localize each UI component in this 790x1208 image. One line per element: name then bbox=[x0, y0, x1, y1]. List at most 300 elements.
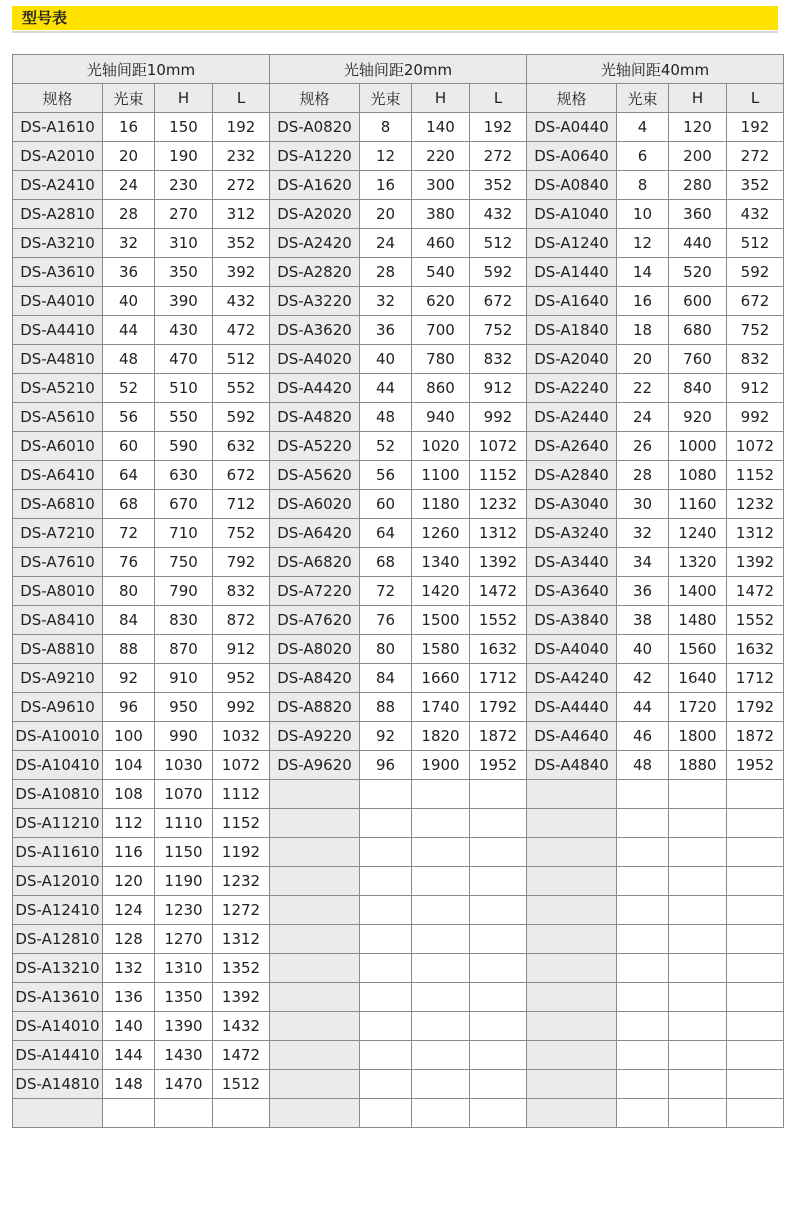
cell-model bbox=[527, 809, 617, 838]
cell-beams bbox=[617, 809, 669, 838]
cell-l bbox=[727, 838, 784, 867]
cell-h bbox=[412, 896, 470, 925]
cell-l: 1872 bbox=[470, 722, 527, 751]
table-row bbox=[13, 896, 784, 925]
cell-h: 1350 bbox=[155, 983, 213, 1012]
table-row bbox=[13, 374, 784, 403]
cell-h: 220 bbox=[412, 142, 470, 171]
cell-beams: 28 bbox=[103, 200, 155, 229]
cell-h: 350 bbox=[155, 258, 213, 287]
cell-h: 680 bbox=[669, 316, 727, 345]
cell-model: DS-A8420 bbox=[270, 664, 360, 693]
table-row bbox=[13, 461, 784, 490]
cell-l: 232 bbox=[213, 142, 270, 171]
cell-model: DS-A2840 bbox=[527, 461, 617, 490]
cell-l: 832 bbox=[213, 577, 270, 606]
cell-h: 1340 bbox=[412, 548, 470, 577]
cell-model: DS-A4820 bbox=[270, 403, 360, 432]
cell-h: 440 bbox=[669, 229, 727, 258]
cell-l: 1392 bbox=[213, 983, 270, 1012]
cell-h: 360 bbox=[669, 200, 727, 229]
cell-l bbox=[727, 1070, 784, 1099]
cell-h: 1080 bbox=[669, 461, 727, 490]
cell-beams: 72 bbox=[103, 519, 155, 548]
cell-h bbox=[669, 1070, 727, 1099]
cell-h: 1320 bbox=[669, 548, 727, 577]
cell-h bbox=[412, 809, 470, 838]
cell-model bbox=[527, 896, 617, 925]
cell-beams: 48 bbox=[617, 751, 669, 780]
cell-h: 230 bbox=[155, 171, 213, 200]
cell-h: 1110 bbox=[155, 809, 213, 838]
table-row bbox=[13, 432, 784, 461]
table-row bbox=[13, 229, 784, 258]
cell-model bbox=[527, 954, 617, 983]
cell-model: DS-A1640 bbox=[527, 287, 617, 316]
cell-model: DS-A2240 bbox=[527, 374, 617, 403]
cell-l: 752 bbox=[727, 316, 784, 345]
table-row bbox=[13, 751, 784, 780]
cell-h: 860 bbox=[412, 374, 470, 403]
cell-h bbox=[412, 780, 470, 809]
cell-l: 352 bbox=[213, 229, 270, 258]
cell-model: DS-A4010 bbox=[13, 287, 103, 316]
cell-l: 1272 bbox=[213, 896, 270, 925]
cell-h: 1400 bbox=[669, 577, 727, 606]
cell-l bbox=[470, 867, 527, 896]
cell-beams: 16 bbox=[103, 113, 155, 142]
cell-l: 312 bbox=[213, 200, 270, 229]
cell-beams bbox=[360, 896, 412, 925]
table-row bbox=[13, 1070, 784, 1099]
cell-h: 670 bbox=[155, 490, 213, 519]
cell-l: 992 bbox=[470, 403, 527, 432]
cell-l: 1632 bbox=[470, 635, 527, 664]
cell-h bbox=[412, 1041, 470, 1070]
cell-h: 1470 bbox=[155, 1070, 213, 1099]
cell-model: DS-A4810 bbox=[13, 345, 103, 374]
cell-model: DS-A4020 bbox=[270, 345, 360, 374]
cell-l: 672 bbox=[727, 287, 784, 316]
cell-h: 1720 bbox=[669, 693, 727, 722]
cell-model: DS-A5620 bbox=[270, 461, 360, 490]
cell-l: 272 bbox=[470, 142, 527, 171]
cell-l bbox=[727, 983, 784, 1012]
cell-model: DS-A2020 bbox=[270, 200, 360, 229]
col-header-beams: 光束 bbox=[617, 84, 669, 113]
cell-h bbox=[412, 954, 470, 983]
table-row bbox=[13, 258, 784, 287]
table-row bbox=[13, 925, 784, 954]
cell-beams bbox=[617, 1070, 669, 1099]
table-row bbox=[13, 1041, 784, 1070]
cell-model: DS-A4240 bbox=[527, 664, 617, 693]
cell-model: DS-A14010 bbox=[13, 1012, 103, 1041]
cell-model bbox=[13, 1099, 103, 1128]
cell-model bbox=[527, 925, 617, 954]
cell-l: 1432 bbox=[213, 1012, 270, 1041]
cell-model bbox=[527, 838, 617, 867]
cell-h: 1820 bbox=[412, 722, 470, 751]
cell-beams bbox=[617, 838, 669, 867]
cell-h bbox=[412, 1099, 470, 1128]
cell-l: 1472 bbox=[470, 577, 527, 606]
cell-model: DS-A4640 bbox=[527, 722, 617, 751]
cell-l: 952 bbox=[213, 664, 270, 693]
cell-h: 520 bbox=[669, 258, 727, 287]
table-row bbox=[13, 490, 784, 519]
cell-l: 1152 bbox=[727, 461, 784, 490]
table-row bbox=[13, 664, 784, 693]
cell-l: 472 bbox=[213, 316, 270, 345]
cell-beams: 24 bbox=[617, 403, 669, 432]
cell-h: 710 bbox=[155, 519, 213, 548]
cell-model bbox=[270, 867, 360, 896]
table-row bbox=[13, 519, 784, 548]
cell-l: 512 bbox=[213, 345, 270, 374]
group-header-10mm: 光轴间距10mm bbox=[13, 55, 270, 84]
cell-l bbox=[213, 1099, 270, 1128]
cell-model: DS-A3840 bbox=[527, 606, 617, 635]
cell-h: 1070 bbox=[155, 780, 213, 809]
col-header-h: H bbox=[412, 84, 470, 113]
cell-beams bbox=[360, 838, 412, 867]
cell-h bbox=[669, 838, 727, 867]
cell-h: 1310 bbox=[155, 954, 213, 983]
cell-l: 1192 bbox=[213, 838, 270, 867]
cell-model: DS-A3640 bbox=[527, 577, 617, 606]
cell-h: 1500 bbox=[412, 606, 470, 635]
cell-beams: 24 bbox=[360, 229, 412, 258]
cell-beams: 42 bbox=[617, 664, 669, 693]
cell-beams: 132 bbox=[103, 954, 155, 983]
cell-l: 592 bbox=[727, 258, 784, 287]
cell-beams: 40 bbox=[103, 287, 155, 316]
cell-l: 272 bbox=[213, 171, 270, 200]
cell-l bbox=[470, 925, 527, 954]
cell-h: 700 bbox=[412, 316, 470, 345]
cell-beams: 136 bbox=[103, 983, 155, 1012]
cell-beams bbox=[617, 1099, 669, 1128]
cell-l: 192 bbox=[727, 113, 784, 142]
cell-beams: 84 bbox=[103, 606, 155, 635]
cell-l: 192 bbox=[213, 113, 270, 142]
cell-l: 912 bbox=[470, 374, 527, 403]
cell-h: 620 bbox=[412, 287, 470, 316]
table-row bbox=[13, 1099, 784, 1128]
cell-h: 1020 bbox=[412, 432, 470, 461]
cell-l: 1712 bbox=[727, 664, 784, 693]
cell-h: 190 bbox=[155, 142, 213, 171]
col-header-beams: 光束 bbox=[103, 84, 155, 113]
cell-l bbox=[470, 1041, 527, 1070]
cell-model: DS-A7210 bbox=[13, 519, 103, 548]
cell-h bbox=[669, 780, 727, 809]
table-row bbox=[13, 780, 784, 809]
cell-l: 1232 bbox=[470, 490, 527, 519]
cell-model bbox=[527, 1070, 617, 1099]
cell-beams bbox=[360, 1012, 412, 1041]
cell-l bbox=[470, 1099, 527, 1128]
cell-h: 510 bbox=[155, 374, 213, 403]
cell-beams: 34 bbox=[617, 548, 669, 577]
cell-beams: 72 bbox=[360, 577, 412, 606]
cell-l: 752 bbox=[470, 316, 527, 345]
cell-l: 1232 bbox=[213, 867, 270, 896]
cell-model: DS-A2010 bbox=[13, 142, 103, 171]
table-row bbox=[13, 345, 784, 374]
cell-beams bbox=[617, 983, 669, 1012]
cell-h: 1900 bbox=[412, 751, 470, 780]
cell-h bbox=[669, 867, 727, 896]
cell-l: 1952 bbox=[470, 751, 527, 780]
cell-l: 1152 bbox=[470, 461, 527, 490]
cell-model: DS-A5610 bbox=[13, 403, 103, 432]
cell-beams: 20 bbox=[617, 345, 669, 374]
cell-beams: 96 bbox=[103, 693, 155, 722]
page-title-bar bbox=[12, 6, 778, 30]
cell-h: 630 bbox=[155, 461, 213, 490]
cell-model: DS-A10810 bbox=[13, 780, 103, 809]
cell-h bbox=[669, 954, 727, 983]
group-header-row bbox=[13, 55, 784, 84]
col-header-model: 规格 bbox=[270, 84, 360, 113]
cell-h: 1230 bbox=[155, 896, 213, 925]
cell-h: 1270 bbox=[155, 925, 213, 954]
cell-h: 200 bbox=[669, 142, 727, 171]
cell-model: DS-A12810 bbox=[13, 925, 103, 954]
cell-beams: 14 bbox=[617, 258, 669, 287]
cell-model bbox=[270, 896, 360, 925]
cell-l bbox=[727, 809, 784, 838]
cell-l: 1512 bbox=[213, 1070, 270, 1099]
cell-h: 540 bbox=[412, 258, 470, 287]
cell-h: 460 bbox=[412, 229, 470, 258]
table-row bbox=[13, 548, 784, 577]
cell-beams bbox=[617, 1012, 669, 1041]
cell-h: 1740 bbox=[412, 693, 470, 722]
table-row bbox=[13, 403, 784, 432]
cell-beams: 28 bbox=[617, 461, 669, 490]
cell-beams: 36 bbox=[360, 316, 412, 345]
cell-h: 430 bbox=[155, 316, 213, 345]
cell-model: DS-A5210 bbox=[13, 374, 103, 403]
cell-beams: 108 bbox=[103, 780, 155, 809]
cell-model: DS-A2810 bbox=[13, 200, 103, 229]
cell-h: 1190 bbox=[155, 867, 213, 896]
cell-model: DS-A6010 bbox=[13, 432, 103, 461]
cell-l bbox=[727, 1012, 784, 1041]
cell-model: DS-A3610 bbox=[13, 258, 103, 287]
cell-model: DS-A6420 bbox=[270, 519, 360, 548]
cell-model bbox=[270, 983, 360, 1012]
cell-beams: 24 bbox=[103, 171, 155, 200]
table-row bbox=[13, 171, 784, 200]
cell-h bbox=[669, 1041, 727, 1070]
cell-h: 1150 bbox=[155, 838, 213, 867]
cell-h: 390 bbox=[155, 287, 213, 316]
cell-beams: 84 bbox=[360, 664, 412, 693]
cell-h bbox=[412, 983, 470, 1012]
cell-beams: 52 bbox=[360, 432, 412, 461]
cell-l: 592 bbox=[470, 258, 527, 287]
cell-h: 1430 bbox=[155, 1041, 213, 1070]
cell-l: 392 bbox=[213, 258, 270, 287]
cell-model bbox=[527, 867, 617, 896]
cell-l: 1632 bbox=[727, 635, 784, 664]
cell-beams bbox=[617, 1041, 669, 1070]
cell-beams: 52 bbox=[103, 374, 155, 403]
cell-l: 592 bbox=[213, 403, 270, 432]
cell-model: DS-A13610 bbox=[13, 983, 103, 1012]
cell-beams: 44 bbox=[103, 316, 155, 345]
cell-model: DS-A1240 bbox=[527, 229, 617, 258]
cell-l bbox=[470, 838, 527, 867]
page-title: 型号表 bbox=[22, 9, 68, 27]
cell-beams bbox=[360, 1070, 412, 1099]
table-row bbox=[13, 693, 784, 722]
cell-beams bbox=[360, 925, 412, 954]
cell-l: 1112 bbox=[213, 780, 270, 809]
cell-model: DS-A4040 bbox=[527, 635, 617, 664]
cell-l: 792 bbox=[213, 548, 270, 577]
cell-beams: 88 bbox=[103, 635, 155, 664]
cell-l: 1232 bbox=[727, 490, 784, 519]
cell-beams bbox=[617, 896, 669, 925]
table-row bbox=[13, 142, 784, 171]
col-header-h: H bbox=[669, 84, 727, 113]
cell-l: 672 bbox=[470, 287, 527, 316]
cell-beams: 44 bbox=[617, 693, 669, 722]
cell-l: 1712 bbox=[470, 664, 527, 693]
cell-model bbox=[270, 1070, 360, 1099]
cell-beams: 80 bbox=[360, 635, 412, 664]
cell-model: DS-A1220 bbox=[270, 142, 360, 171]
cell-beams: 76 bbox=[103, 548, 155, 577]
cell-h: 950 bbox=[155, 693, 213, 722]
cell-model: DS-A3210 bbox=[13, 229, 103, 258]
cell-h: 910 bbox=[155, 664, 213, 693]
cell-model: DS-A7610 bbox=[13, 548, 103, 577]
cell-beams: 80 bbox=[103, 577, 155, 606]
cell-beams: 56 bbox=[103, 403, 155, 432]
cell-model: DS-A7620 bbox=[270, 606, 360, 635]
cell-h: 1420 bbox=[412, 577, 470, 606]
cell-l: 632 bbox=[213, 432, 270, 461]
cell-beams: 144 bbox=[103, 1041, 155, 1070]
cell-h: 920 bbox=[669, 403, 727, 432]
cell-h: 870 bbox=[155, 635, 213, 664]
cell-h: 120 bbox=[669, 113, 727, 142]
cell-l: 1472 bbox=[727, 577, 784, 606]
cell-l bbox=[470, 780, 527, 809]
cell-l: 1792 bbox=[470, 693, 527, 722]
cell-l bbox=[727, 925, 784, 954]
cell-l bbox=[470, 896, 527, 925]
table-row bbox=[13, 287, 784, 316]
cell-h: 1000 bbox=[669, 432, 727, 461]
table-row bbox=[13, 838, 784, 867]
cell-h bbox=[412, 867, 470, 896]
table-row bbox=[13, 316, 784, 345]
cell-beams bbox=[360, 780, 412, 809]
cell-h: 1180 bbox=[412, 490, 470, 519]
cell-beams: 12 bbox=[360, 142, 412, 171]
cell-l bbox=[470, 1070, 527, 1099]
cell-beams: 128 bbox=[103, 925, 155, 954]
cell-model bbox=[270, 954, 360, 983]
cell-l: 832 bbox=[727, 345, 784, 374]
cell-model: DS-A11210 bbox=[13, 809, 103, 838]
cell-beams: 16 bbox=[360, 171, 412, 200]
title-divider bbox=[12, 31, 778, 33]
cell-h bbox=[669, 983, 727, 1012]
cell-l: 1392 bbox=[470, 548, 527, 577]
cell-h: 790 bbox=[155, 577, 213, 606]
cell-model: DS-A12410 bbox=[13, 896, 103, 925]
cell-beams: 20 bbox=[360, 200, 412, 229]
cell-beams: 96 bbox=[360, 751, 412, 780]
cell-l: 1072 bbox=[213, 751, 270, 780]
cell-model: DS-A2640 bbox=[527, 432, 617, 461]
cell-h: 270 bbox=[155, 200, 213, 229]
cell-model: DS-A1840 bbox=[527, 316, 617, 345]
cell-model: DS-A13210 bbox=[13, 954, 103, 983]
cell-model: DS-A4840 bbox=[527, 751, 617, 780]
cell-h: 1240 bbox=[669, 519, 727, 548]
cell-model: DS-A10410 bbox=[13, 751, 103, 780]
group-header-20mm: 光轴间距20mm bbox=[270, 55, 527, 84]
cell-l: 352 bbox=[727, 171, 784, 200]
cell-model: DS-A8410 bbox=[13, 606, 103, 635]
cell-h: 300 bbox=[412, 171, 470, 200]
cell-beams: 40 bbox=[360, 345, 412, 374]
cell-model: DS-A5220 bbox=[270, 432, 360, 461]
col-header-beams: 光束 bbox=[360, 84, 412, 113]
cell-h bbox=[669, 925, 727, 954]
cell-l bbox=[470, 1012, 527, 1041]
spec-table bbox=[12, 54, 784, 1128]
table-row bbox=[13, 983, 784, 1012]
cell-model: DS-A1040 bbox=[527, 200, 617, 229]
cell-beams: 68 bbox=[360, 548, 412, 577]
cell-model: DS-A2040 bbox=[527, 345, 617, 374]
cell-h: 1880 bbox=[669, 751, 727, 780]
cell-beams: 124 bbox=[103, 896, 155, 925]
table-row bbox=[13, 809, 784, 838]
cell-beams: 92 bbox=[103, 664, 155, 693]
cell-h: 150 bbox=[155, 113, 213, 142]
cell-l: 1872 bbox=[727, 722, 784, 751]
table-body bbox=[13, 113, 784, 1128]
col-header-model: 规格 bbox=[527, 84, 617, 113]
cell-l: 912 bbox=[727, 374, 784, 403]
cell-beams: 112 bbox=[103, 809, 155, 838]
col-header-l: L bbox=[213, 84, 270, 113]
cell-l: 1312 bbox=[727, 519, 784, 548]
cell-beams bbox=[617, 780, 669, 809]
cell-h: 780 bbox=[412, 345, 470, 374]
cell-h: 1390 bbox=[155, 1012, 213, 1041]
cell-h: 1260 bbox=[412, 519, 470, 548]
cell-l: 1472 bbox=[213, 1041, 270, 1070]
cell-beams: 18 bbox=[617, 316, 669, 345]
cell-model: DS-A9210 bbox=[13, 664, 103, 693]
cell-l: 552 bbox=[213, 374, 270, 403]
cell-beams: 4 bbox=[617, 113, 669, 142]
cell-beams: 104 bbox=[103, 751, 155, 780]
cell-l: 432 bbox=[213, 287, 270, 316]
